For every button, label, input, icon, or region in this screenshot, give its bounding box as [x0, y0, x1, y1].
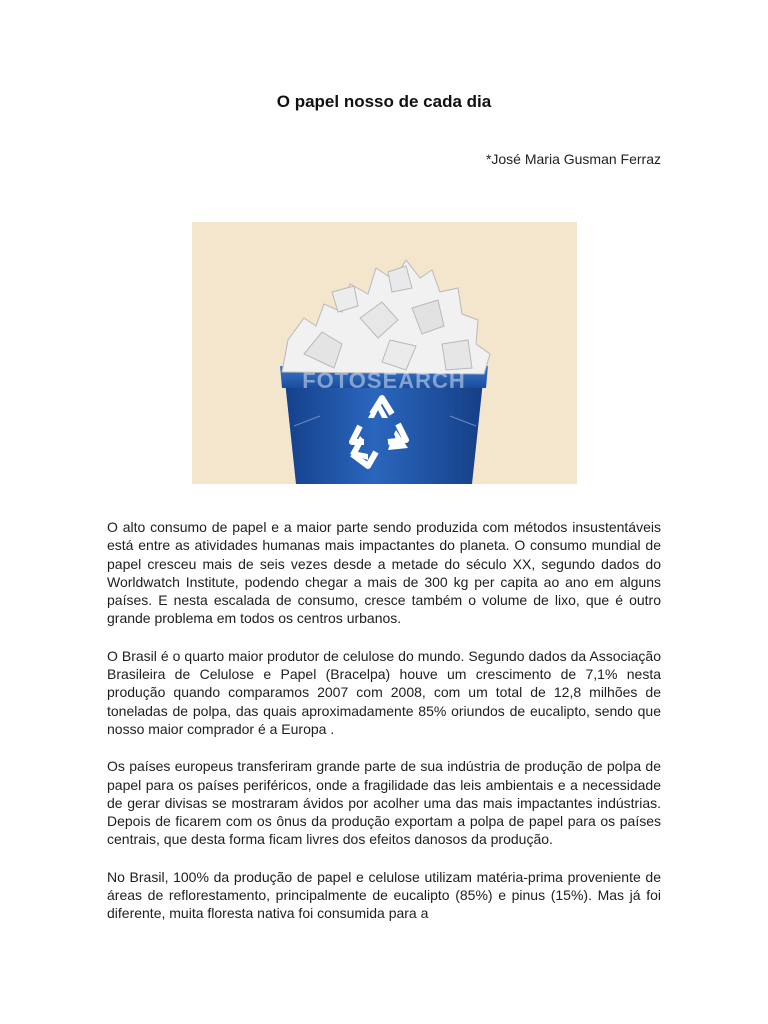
- recycle-bin-photo: [192, 222, 577, 484]
- paragraph: No Brasil, 100% da produção de papel e celulose utilizam matéria-prima proveniente de áreas de reflorestamento, principalmente de eucalipto (85%) e pinus (15%). Mas já foi diferente, muita floresta nativa foi consumida para a: [107, 868, 661, 922]
- photo-watermark: FOTOSEARCH: [302, 368, 466, 393]
- article-body: [107, 518, 661, 942]
- document-title: O papel nosso de cada dia: [276, 92, 492, 111]
- author-line: *José Maria Gusman Ferraz: [485, 151, 661, 167]
- paragraph: O alto consumo de papel e a maior parte sendo produzida com métodos insustentáveis está entre as atividades humanas mais impactantes do planeta. O consumo mundial de papel cresceu mais de seis vezes desde a metade do século XX, segundo dados do Worldwatch Institute, podendo chegar a mais de 300 kg per capita ao ano em alguns países. E nesta escalada de consumo, cresce também o volume de lixo, que é outro grande problema em todos os centros urbanos.: [107, 519, 661, 627]
- paragraph: O Brasil é o quarto maior produtor de celulose do mundo. Segundo dados da Associação Brasileira de Celulose e Papel (Bracelpa) houve um crescimento de 7,1% nesta produção quando comparamos 2007 com 2008, com um total de 12,8 milhões de toneladas de polpa, das quais aproximadamente 85% oriundos de eucalipto, sendo que nosso maior comprador é a Europa .: [107, 647, 661, 737]
- paragraph: Os países europeus transferiram grande parte de sua indústria de produção de polpa de papel para os países periféricos, onde a fragilidade das leis ambientais e a necessidade de gerar divisas se mostraram ávidos por acolher uma das mais impactantes indústrias. Depois de ficarem com os ônus da produção exportam a polpa de papel para os países centrais, que desta forma ficam livres dos efeitos danosos da produção.: [107, 758, 661, 848]
- photo-illustration: [192, 222, 577, 484]
